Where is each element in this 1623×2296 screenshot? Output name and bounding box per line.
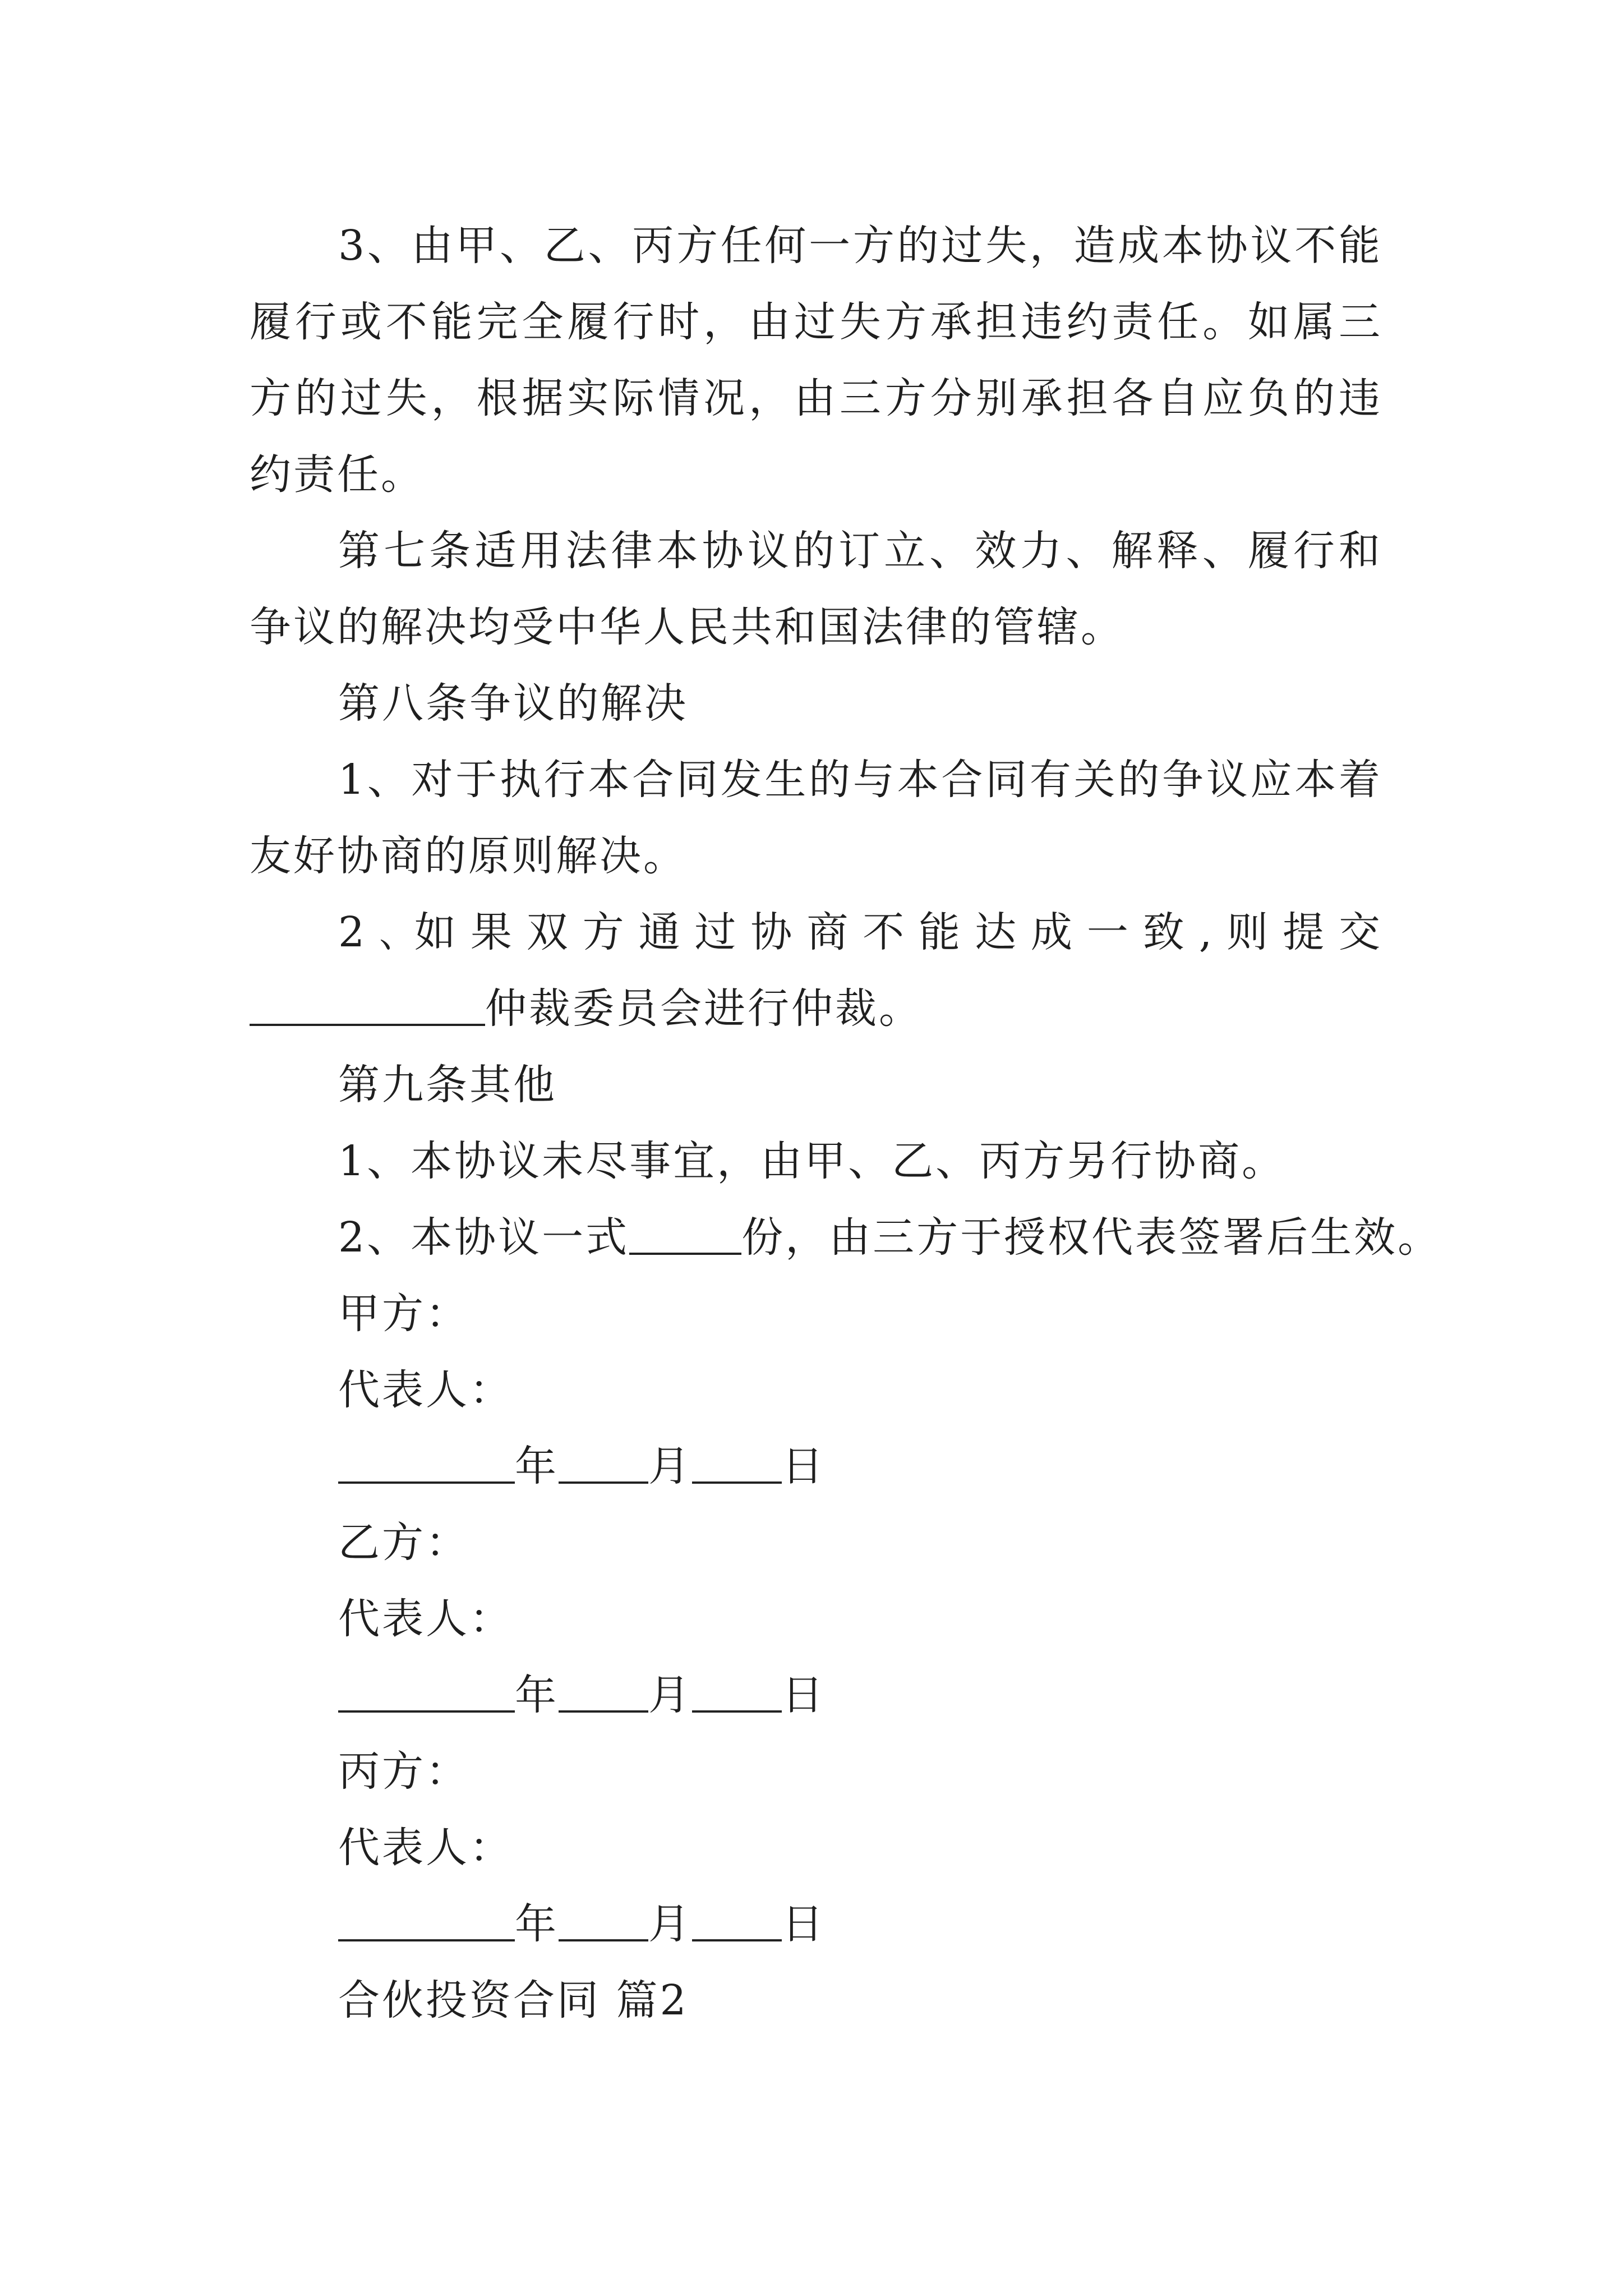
day-blank (692, 1671, 782, 1713)
next-section-heading: 合伙投资合同 篇2 (338, 1976, 689, 2024)
month-blank (559, 1671, 648, 1713)
heading-clause-9: 第九条其他 (338, 1061, 557, 1109)
paragraph-clause-9-1: 1、本协议未尽事宜，由甲、乙、丙方另行协商。 (338, 1137, 1286, 1185)
document-body (250, 208, 1442, 2039)
month-blank (559, 1442, 648, 1484)
month-label: 月 (648, 1900, 692, 1948)
heading-clause-8: 第八条争议的解决 (338, 679, 688, 728)
party-b-date (250, 1657, 1382, 1733)
year-blank (338, 1671, 515, 1713)
day-label: 日 (782, 1671, 826, 1719)
party-c-representative: 代表人： (338, 1824, 513, 1872)
party-c-label: 丙方： (338, 1747, 469, 1796)
paragraph-clause-6-3: 3、由甲、乙、丙方任何一方的过失，造成本协议不能履行或不能完全履行时，由过失方承担违约责任。如属三方的过失，根据实际情况，由三方分别承担各自应负的违约责任。 (250, 222, 1382, 499)
month-label: 月 (648, 1671, 692, 1719)
copies-blank (629, 1213, 741, 1255)
day-blank (692, 1900, 782, 1941)
day-blank (692, 1442, 782, 1484)
party-a-label: 甲方： (338, 1290, 469, 1338)
year-blank (338, 1900, 515, 1941)
month-label: 月 (648, 1442, 692, 1490)
year-label: 年 (515, 1671, 559, 1719)
clause-8-2-text-a: 2､如果双方通过协商不能达成一致,则提交 (338, 908, 1382, 956)
party-b-representative: 代表人： (338, 1595, 513, 1643)
day-label: 日 (782, 1900, 826, 1948)
month-blank (559, 1900, 648, 1941)
clause-9-2-text-a: 2、本协议一式 (338, 1213, 630, 1262)
paragraph-clause-8-2 (250, 894, 1382, 1047)
party-a-representative: 代表人： (338, 1366, 513, 1414)
year-blank (338, 1442, 515, 1484)
paragraph-clause-9-2 (250, 1199, 1442, 1276)
clause-9-2-text-b: 份，由三方于授权代表签署后生效。 (741, 1213, 1442, 1262)
paragraph-clause-8-1: 1、对于执行本合同发生的与本合同有关的争议应本着友好协商的原则解决。 (250, 756, 1382, 880)
year-label: 年 (515, 1900, 559, 1948)
clause-8-2-text-b: 仲裁委员会进行仲裁。 (485, 984, 923, 1033)
arbitration-blank (250, 984, 485, 1026)
party-b-label: 乙方： (338, 1519, 469, 1567)
day-label: 日 (782, 1442, 826, 1490)
party-c-date (250, 1886, 1382, 1962)
year-label: 年 (515, 1442, 559, 1490)
party-a-date (250, 1428, 1382, 1504)
paragraph-clause-7: 第七条适用法律本协议的订立、效力、解释、履行和争议的解决均受中华人民共和国法律的管辖。 (250, 527, 1382, 651)
